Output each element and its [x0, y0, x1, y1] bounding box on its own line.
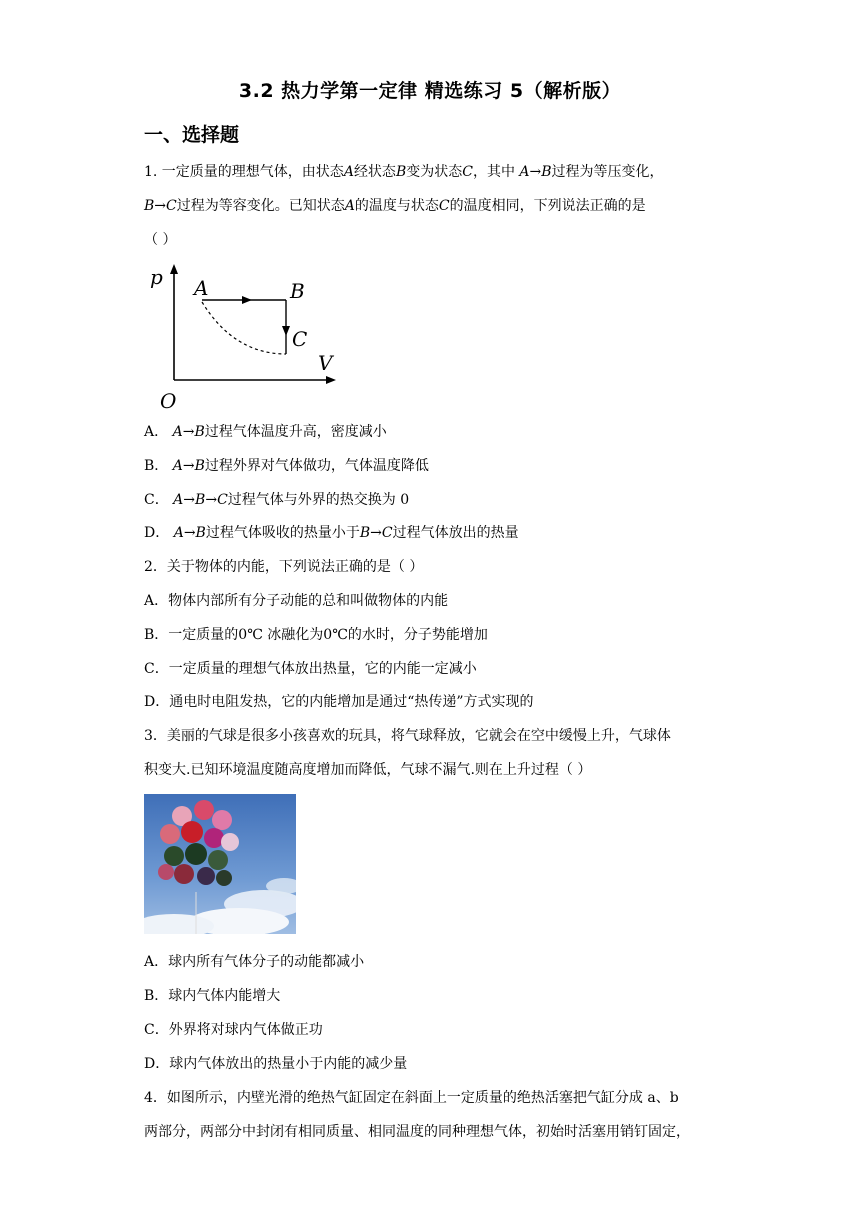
bc-arrow-icon — [282, 326, 290, 336]
v-axis-arrow-icon — [326, 376, 336, 384]
q2-option-b: B．一定质量的0℃ 冰融化为0℃的水时，分子势能增加 — [144, 627, 488, 643]
q2-option-a: A．物体内部所有分子动能的总和叫做物体的内能 — [144, 593, 449, 609]
section-heading: 一、选择题 — [144, 124, 240, 146]
q1-option-a: A． A→B过程气体温度升高，密度减小 — [144, 424, 387, 440]
q1-option-b: B． A→B过程外界对气体做功，气体温度降低 — [144, 458, 429, 474]
q4-stem-line2: 两部分，两部分中封闭有相同质量、相同温度的同种理想气体，初始时活塞用销钉固定， — [144, 1124, 690, 1140]
q3-option-b: B．球内气体内能增大 — [144, 988, 281, 1004]
pv-diagram — [144, 262, 344, 412]
q2-option-d: D．通电时电阻发热，它的内能增加是通过“热传递”方式实现的 — [144, 694, 534, 710]
q1-answer-paren: （ ） — [144, 232, 177, 248]
q1-stem-line1: 1. 一定质量的理想气体，由状态A经状态B变为状态C，其中 A→B过程为等压变化， — [144, 164, 664, 180]
q3-option-d: D．球内气体放出的热量小于内能的减少量 — [144, 1056, 408, 1072]
p-axis-label: p — [150, 265, 163, 289]
q3-stem-line1: 3．美丽的气球是很多小孩喜欢的玩具，将气球释放，它就会在空中缓慢上升，气球体 — [144, 728, 671, 744]
q1-option-c: C． A→B→C过程气体与外界的热交换为 0 — [144, 492, 410, 508]
q1-option-d: D． A→B过程气体吸收的热量小于B→C过程气体放出的热量 — [144, 525, 519, 541]
balloons-photo — [144, 794, 296, 934]
point-a-label: A — [194, 276, 209, 300]
q3-stem-line2: 积变大.已知环境温度随高度增加而降低，气球不漏气.则在上升过程（ ） — [144, 762, 592, 778]
q2-option-c: C．一定质量的理想气体放出热量，它的内能一定减小 — [144, 661, 477, 677]
isotherm-curve — [202, 302, 286, 354]
v-axis-label: V — [318, 351, 333, 375]
origin-label: O — [160, 389, 177, 412]
q4-stem-line1: 4．如图所示，内壁光滑的绝热气缸固定在斜面上一定质量的绝热活塞把气缸分成 a、b — [144, 1090, 679, 1106]
ab-arrow-icon — [242, 296, 252, 304]
page-title: 3.2 热力学第一定律 精选练习 5（解析版） — [238, 80, 622, 102]
point-b-label: B — [290, 279, 305, 303]
point-c-label: C — [292, 327, 308, 351]
q2-stem: 2．关于物体的内能，下列说法正确的是（ ） — [144, 559, 424, 575]
q1-stem-line2: B→C过程为等容变化。已知状态A的温度与状态C的温度相同，下列说法正确的是 — [144, 198, 646, 214]
q3-option-c: C．外界将对球内气体做正功 — [144, 1022, 323, 1038]
q3-option-a: A．球内所有气体分子的动能都减小 — [144, 954, 365, 970]
p-axis-arrow-icon — [170, 264, 178, 274]
